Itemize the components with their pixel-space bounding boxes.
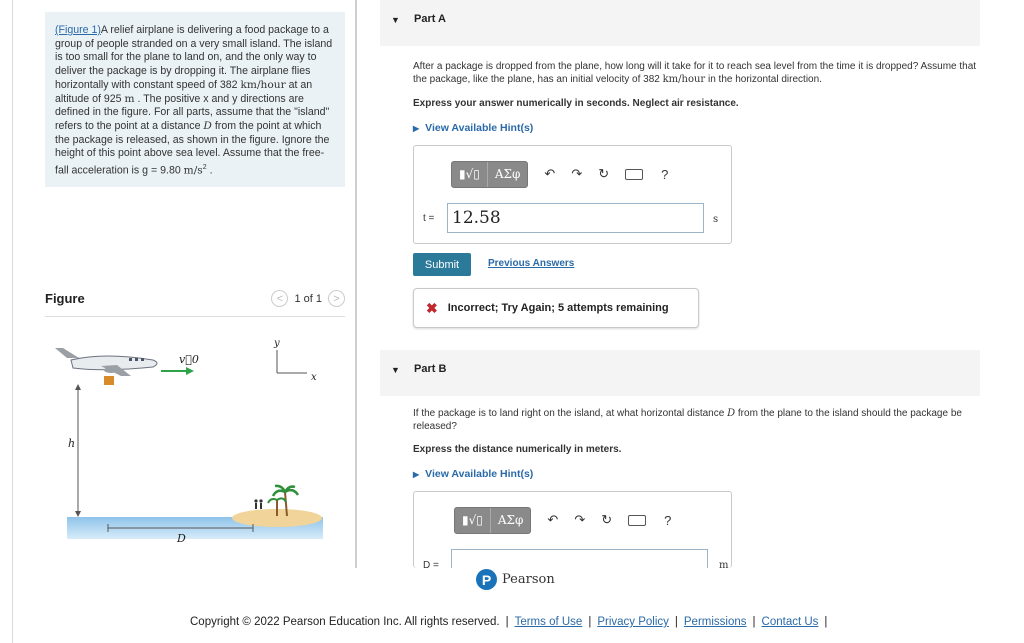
part-a-hint-label: View Available Hint(s) xyxy=(425,122,534,134)
y-axis-label: y xyxy=(274,338,280,349)
x-axis-label: x xyxy=(311,372,317,383)
part-a-unit: km/hour xyxy=(662,74,706,85)
pearson-logo-icon: P xyxy=(476,569,497,590)
pager-text: 1 of 1 xyxy=(294,292,322,305)
footer-separator: | xyxy=(505,616,509,628)
part-b-d-variable: D xyxy=(727,408,736,419)
figure-illustration xyxy=(45,330,345,560)
part-b-answer-box xyxy=(413,491,732,568)
part-b-title: Part B xyxy=(414,363,447,375)
part-a-question-text-1: After a package is dropped from the plane, how long will it take for it to reach sea level from the time it is dropped? Assume that the package, like the plane, has an initial velocity of 382 xyxy=(413,61,977,85)
templates-button[interactable]: ▮√▯ xyxy=(462,513,483,527)
redo-icon[interactable]: ↷ xyxy=(574,512,586,527)
altitude-unit: m xyxy=(124,92,135,105)
next-figure-button[interactable] xyxy=(328,290,345,307)
caret-right-icon: ▶ xyxy=(413,124,420,133)
part-b-math-toolbar xyxy=(454,505,729,535)
chevron-right-icon: > xyxy=(333,292,340,305)
part-b-variable-label: D = xyxy=(423,560,439,568)
problem-text-2: at an altitude of 925 xyxy=(55,78,313,105)
undo-icon[interactable]: ↶ xyxy=(544,166,556,181)
part-a-answer-unit: s xyxy=(713,214,719,225)
footer-separator: | xyxy=(752,616,756,628)
problem-statement xyxy=(45,12,345,187)
d-label: D xyxy=(177,532,186,545)
caret-right-icon: ▶ xyxy=(413,470,420,479)
toolbar-button-group xyxy=(454,507,531,534)
part-b-answer-unit: m xyxy=(719,560,729,568)
h-label: h xyxy=(68,437,76,450)
redo-icon[interactable]: ↷ xyxy=(571,166,583,181)
copyright-text: Copyright © 2022 Pearson Education Inc. All rights reserved. xyxy=(190,616,500,628)
package-icon xyxy=(104,376,114,385)
keyboard-icon[interactable] xyxy=(628,515,646,526)
problem-text-5: . xyxy=(206,164,213,177)
footer-separator: | xyxy=(824,616,828,628)
d-variable: D xyxy=(203,119,212,132)
part-a-question xyxy=(413,60,978,86)
prev-figure-button[interactable] xyxy=(271,290,288,307)
part-a-answer-box xyxy=(413,145,732,244)
help-icon[interactable]: ? xyxy=(664,512,672,528)
symbols-button[interactable]: ΑΣφ xyxy=(490,508,531,533)
pearson-brand xyxy=(476,569,555,590)
airplane-drop-diagram xyxy=(45,330,345,560)
footer xyxy=(190,616,833,628)
keyboard-icon[interactable] xyxy=(625,169,643,180)
figure-title: Figure xyxy=(45,291,85,306)
contact-link[interactable]: Contact Us xyxy=(761,616,819,628)
part-b-hint-toggle[interactable] xyxy=(413,468,533,480)
terms-link[interactable]: Terms of Use xyxy=(514,616,583,628)
part-a-question-text-2: in the horizontal direction. xyxy=(705,74,822,85)
people-icon xyxy=(254,499,262,509)
help-icon[interactable]: ? xyxy=(661,166,669,182)
error-x-icon: ✖ xyxy=(426,299,438,316)
footer-separator: | xyxy=(674,616,678,628)
reset-icon[interactable]: ↻ xyxy=(601,512,613,527)
undo-icon[interactable]: ↶ xyxy=(547,512,559,527)
part-b-question-text-2: from the plane to the island should the package be released? xyxy=(413,408,962,432)
feedback-banner xyxy=(413,288,699,328)
g-unit: m/s xyxy=(183,164,203,177)
symbols-button[interactable]: ΑΣφ xyxy=(487,162,528,187)
permissions-link[interactable]: Permissions xyxy=(683,616,747,628)
part-b-header[interactable] xyxy=(380,350,980,396)
part-b-question-text-1: If the package is to land right on the island, at what horizontal distance xyxy=(413,408,728,419)
speed-unit: km/hour xyxy=(240,78,286,91)
left-border xyxy=(12,0,13,643)
privacy-link[interactable]: Privacy Policy xyxy=(597,616,669,628)
chevron-left-icon: < xyxy=(276,292,284,305)
figure-pager xyxy=(271,290,345,307)
reset-icon[interactable]: ↻ xyxy=(598,166,610,181)
footer-separator: | xyxy=(588,616,592,628)
v0-label: v⃗0 xyxy=(179,353,199,366)
caret-down-icon: ▼ xyxy=(391,15,400,25)
previous-answers-link[interactable]: Previous Answers xyxy=(488,258,575,269)
part-b-hint-label: View Available Hint(s) xyxy=(425,468,534,480)
problem-text-4: from the point at which the package is released, as shown in the figure. Ignore the height of this point above sea level. Assume that the free-fall acceleration is g = 9.80 xyxy=(55,119,330,177)
part-a-math-toolbar xyxy=(451,159,726,189)
pane-divider xyxy=(355,0,357,568)
problem-text-1: A relief airplane is delivering a food package to a group of people stranded on a very small island. The island is too small for the plane to land on, and the only way to deliver the package is by dropping it. The airplane flies horizontally with constant speed of 382 xyxy=(55,24,333,91)
part-a-variable-label: t = xyxy=(423,213,435,224)
toolbar-button-group xyxy=(451,161,528,188)
feedback-text: Incorrect; Try Again; 5 attempts remaining xyxy=(447,302,669,314)
caret-down-icon: ▼ xyxy=(391,365,400,375)
part-a-title: Part A xyxy=(414,13,446,25)
figure-header xyxy=(45,291,345,317)
part-b-answer-input[interactable] xyxy=(451,549,708,568)
part-a-header[interactable] xyxy=(380,0,980,46)
part-a-hint-toggle[interactable] xyxy=(413,122,533,134)
part-a-answer-input[interactable]: 12.58 xyxy=(447,203,704,233)
problem-text-3: . The positive x and y directions are defined in the figure. For all parts, assume that the "island" refers to the point at a distance xyxy=(55,92,330,132)
figure-link[interactable]: (Figure 1) xyxy=(55,24,101,36)
part-a-instruction: Express your answer numerically in seconds. Neglect air resistance. xyxy=(413,98,739,109)
pearson-name: Pearson xyxy=(502,572,555,587)
g-exponent: 2 xyxy=(202,164,207,172)
submit-button[interactable]: Submit xyxy=(413,253,471,276)
part-b-question xyxy=(413,407,978,433)
templates-button[interactable]: ▮√▯ xyxy=(459,167,480,181)
airplane-icon xyxy=(55,348,157,376)
part-b-instruction: Express the distance numerically in meters. xyxy=(413,444,622,455)
